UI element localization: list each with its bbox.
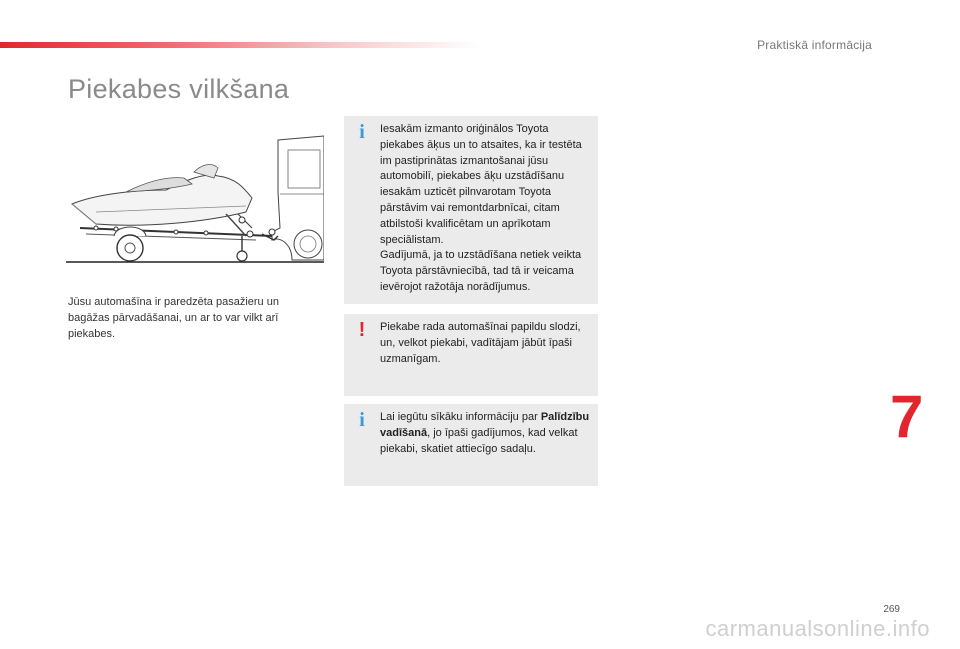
warning-text: Piekabe rada automašīnai papildu slodzi, un, velkot piekabi, vadītājam jābūt īpaši uzmanīgam. <box>380 321 581 365</box>
header-accent-bar <box>0 42 480 48</box>
watermark-text: carmanualsonline.info <box>705 616 930 641</box>
page-title: Piekabes vilkšana <box>68 74 290 104</box>
info-note-box <box>344 116 598 304</box>
info-icon: i <box>359 121 365 143</box>
trailer-towing-illustration <box>66 132 324 268</box>
info-note-box <box>344 404 598 486</box>
note-text: Iesakām izmanto oriģinālos Toyota piekabes āķus un to atsaites, ka ir testēta im pastiprinātas izmantošanai jūsu automobilī, piekabes āķu uzstādīšanu iesakām uzticēt pilnvarotam Toyota pārstāvim vai remontdarbnīcai, citam atbilstoši kvalificētam un aprīkotam speciālistam. <box>380 123 582 246</box>
warning-icon: ! <box>358 319 366 341</box>
info-icon: i <box>359 409 365 431</box>
page-number: 269 <box>883 604 900 615</box>
note-text: Lai iegūtu sīkāku informāciju par Palīdzību vadīšanā, jo īpaši gadījumos, kad velkat piekabi, skatiet attiecīgo sadaļu. <box>380 411 590 455</box>
chapter-number: 7 <box>890 383 924 450</box>
intro-text: Jūsu automašīna ir paredzēta pasažieru un bagāžas pārvadāšanai, un ar to var vilkt arī piekabes. <box>68 296 279 340</box>
note-text: Gadījumā, ja to uzstādīšana netiek veikta Toyota pārstāvniecībā, tad tā ir veicama ievērojot ražotāja norādījumus. <box>380 249 582 293</box>
section-title: Praktiskā informācija <box>757 38 872 52</box>
driving-assistance-link-text: Palīdzību vadīšanā <box>380 411 590 439</box>
warning-note-box <box>344 314 598 396</box>
